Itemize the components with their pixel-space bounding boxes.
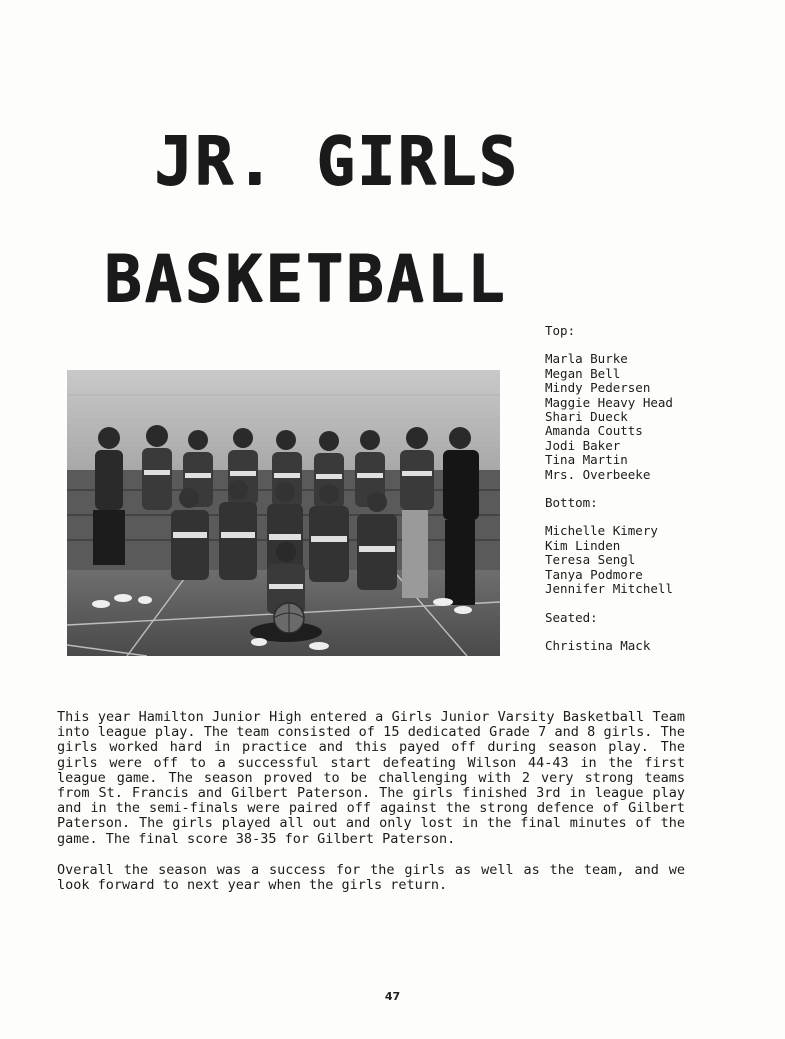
roster-group-top: [545, 324, 775, 482]
roster-list-top: [545, 352, 775, 482]
page-title-line-2: BASKETBALL: [104, 240, 508, 317]
article-paragraph: This year Hamilton Junior High entered a Girls Junior Varsity Basketball Team into league play. The team consisted of 15 dedicated Grade 7 and 8 girls. The girls worked hard in practice and this payed off during season play. The girls were off to a successful start defeating Wilson 44-43 in the first league game. The season proved to be challenging with 2 very strong teams from St. Francis and Gilbert Paterson. The girls finished 3rd in league play and in the semi-finals were paired off against the strong defence of Gilbert Paterson. The girls played all out and only lost in the final minutes of the game. The final score 38-35 for Gilbert Paterson.: [57, 709, 685, 847]
roster-group-bottom: [545, 496, 775, 596]
roster-list-seated: [545, 639, 775, 653]
team-roster: [545, 324, 775, 667]
roster-heading-seated: Seated:: [545, 609, 598, 625]
roster-name: Mindy Pedersen: [545, 380, 651, 396]
article-body: [57, 710, 685, 909]
roster-name: Michelle Kimery: [545, 523, 658, 539]
team-photo-image: [67, 370, 500, 656]
roster-name: Amanda Coutts: [545, 423, 643, 439]
page-number: 47: [384, 990, 401, 1003]
roster-name: Mrs. Overbeeke: [545, 466, 651, 482]
article-paragraph: Overall the season was a success for the girls as well as the team, and we look forward to next year when the girls return.: [57, 861, 685, 894]
roster-name: Teresa Sengl: [545, 552, 636, 568]
team-photo: [67, 370, 500, 656]
roster-name: Jodi Baker: [545, 437, 621, 453]
roster-name: Megan Bell: [545, 365, 621, 381]
roster-name: Christina Mack: [545, 637, 651, 653]
roster-name: Jennifer Mitchell: [545, 581, 673, 597]
roster-name: Tina Martin: [545, 452, 628, 468]
roster-heading-top: Top:: [545, 323, 576, 338]
page-title-line-1: JR. GIRLS: [154, 123, 519, 201]
roster-heading-bottom: Bottom:: [545, 495, 598, 511]
roster-group-seated: [545, 611, 775, 654]
roster-name: Tanya Podmore: [545, 566, 643, 582]
roster-name: Kim Linden: [545, 537, 621, 553]
roster-name: Maggie Heavy Head: [545, 394, 673, 410]
roster-name: Shari Dueck: [545, 409, 628, 425]
roster-name: Marla Burke: [545, 351, 628, 367]
roster-list-bottom: [545, 524, 775, 596]
